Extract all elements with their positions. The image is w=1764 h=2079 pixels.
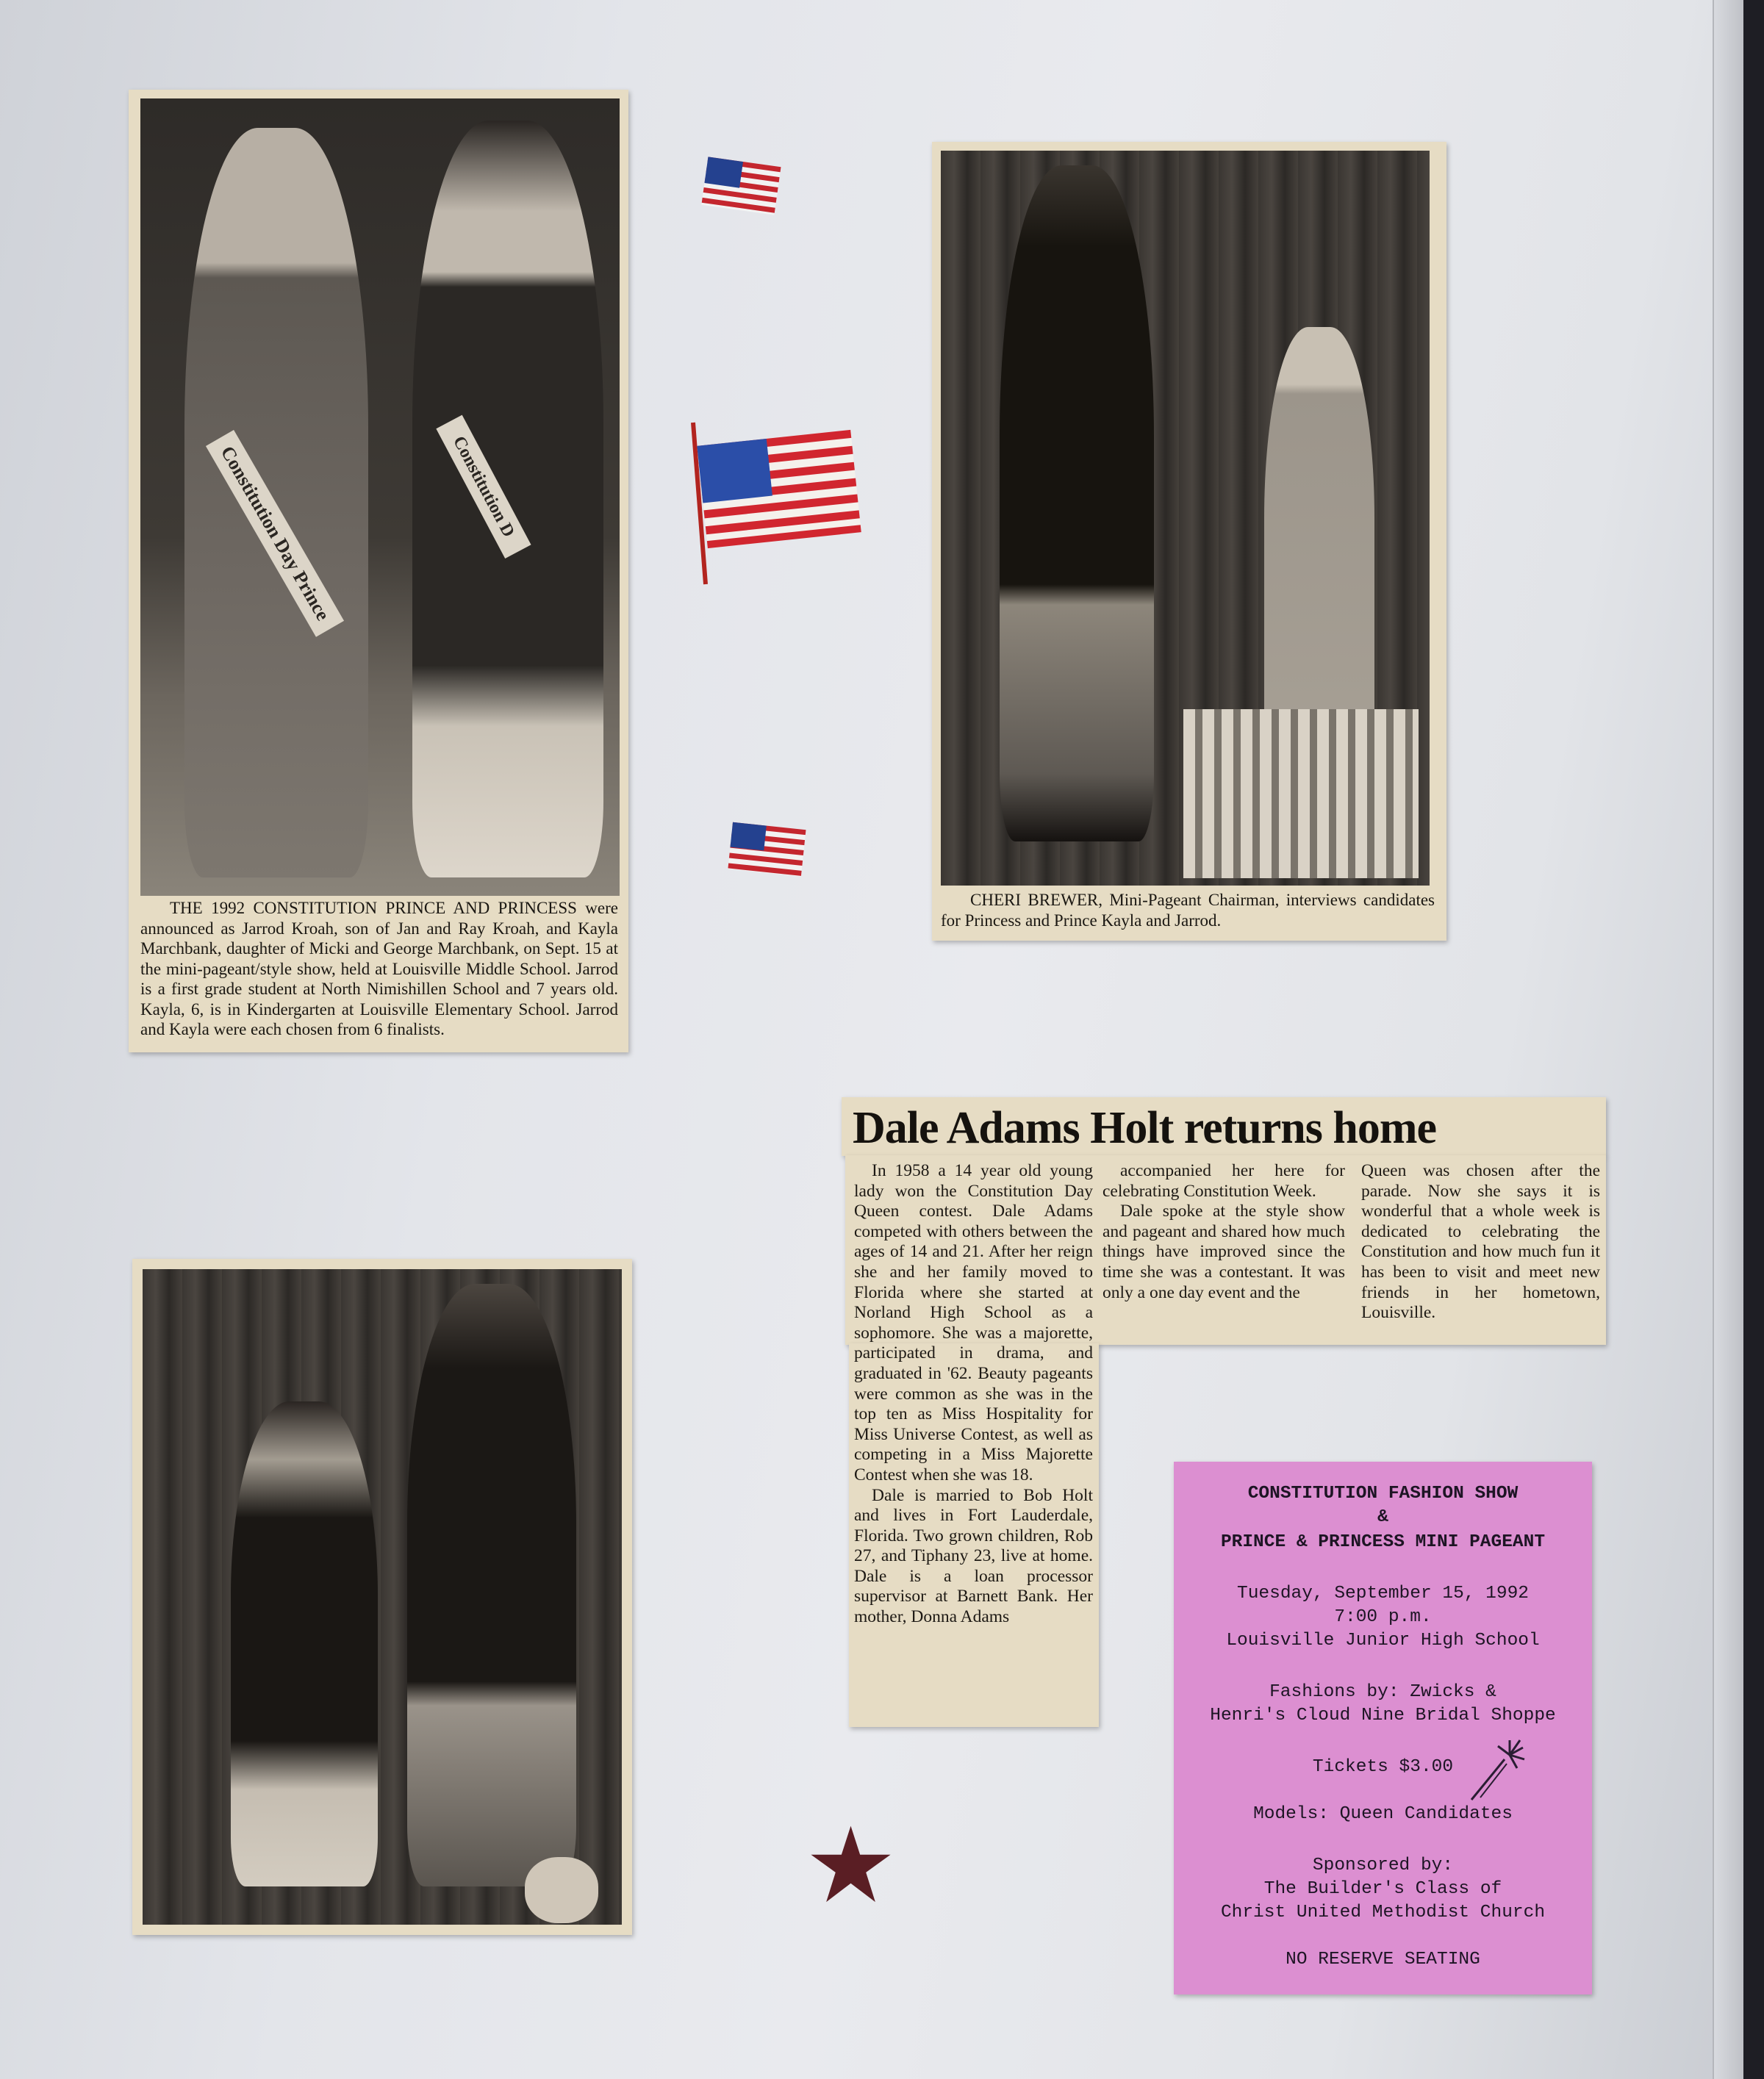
- ticket-sponsored-label: Sponsored by:: [1312, 1856, 1454, 1875]
- ticket-title-2: PRINCE & PRINCESS MINI PAGEANT: [1220, 1532, 1546, 1552]
- clipping-interview-photo: [132, 1259, 632, 1935]
- princess-sash: Constitution D: [436, 415, 531, 559]
- float-prop: [1183, 709, 1419, 878]
- small-flag-pin-icon: [724, 816, 812, 889]
- article-col2-para2: Dale spoke at the style show and pageant and shared how much things have improved since the time she was a contestant. It was only a one day event and the: [1102, 1202, 1345, 1302]
- star-sticker-icon: [808, 1823, 893, 1907]
- woman-figure: [1000, 165, 1154, 841]
- ticket-seating: NO RESERVE SEATING: [1286, 1950, 1480, 1970]
- article-column-2: [1102, 1161, 1345, 1303]
- event-ticket: [1174, 1462, 1592, 1994]
- large-flag-pin-icon: [680, 408, 867, 592]
- article-column-1: [854, 1161, 1093, 1628]
- ticket-fashions-1: Fashions by: Zwicks &: [1269, 1682, 1496, 1702]
- teddy-bear: [525, 1857, 598, 1923]
- article-col1-para2: Dale is married to Bob Holt and lives in Fort Lauderdale, Florida. Two grown children, Rob 27, and Tiphany 23, live at home. Dale is a loan processor supervisor at Barnett Bank. Her mother, Donna Adams: [854, 1485, 1093, 1627]
- ticket-sponsor-2: Christ United Methodist Church: [1220, 1903, 1546, 1922]
- ticket-venue: Louisville Junior High School: [1226, 1631, 1540, 1651]
- caption-cheri-brewer: CHERI BREWER, Mini-Pageant Chairman, interviews candidates for Princess and Prince Kayla and Jarrod.: [941, 891, 1435, 930]
- flag-pin-icon: [697, 151, 789, 229]
- photo-cheri-brewer: [941, 151, 1430, 886]
- ticket-models: Models: Queen Candidates: [1253, 1804, 1513, 1824]
- flower-doodle-icon: [1464, 1737, 1530, 1803]
- clipping-cheri-brewer: [932, 142, 1446, 941]
- prince-sash: Constitution Day Prince: [206, 430, 344, 637]
- ticket-sponsor-1: The Builder's Class of: [1263, 1879, 1502, 1899]
- ticket-date: Tuesday, September 15, 1992: [1237, 1584, 1529, 1604]
- boy-figure: [184, 128, 368, 877]
- article-col3-para1: Queen was chosen after the parade. Now she says it is wonderful that a whole week is dedicated to celebrating the Constitution and how much fun it has been to visit and meet new friends in her hometown, Louisville.: [1361, 1161, 1600, 1323]
- caption-prince-princess: THE 1992 CONSTITUTION PRINCE AND PRINCESS were announced as Jarrod Kroah, son of Jan and Ray Kroah, and Kayla Marchbank, daughter of Micki and George Marchbank, on Sept. 15 at the mini-pageant/style show, held at Louisville Middle School. Jarrod is a first grade student at North Nimishillen School and 7 years old. Kayla, 6, is in Kindergarten at Louisville Elementary School. Jarrod and Kayla were each chosen from 6 finalists.: [140, 899, 618, 1038]
- photo-girl-interview: [143, 1269, 622, 1925]
- photo-prince-princess: [140, 98, 620, 896]
- girl-figure-2: [231, 1401, 378, 1886]
- girl-figure: [412, 121, 603, 877]
- ticket-price: Tickets $3.00: [1312, 1757, 1454, 1777]
- article-column-3: [1361, 1161, 1600, 1324]
- ticket-time: 7:00 p.m.: [1334, 1607, 1432, 1627]
- article-col1-para1: In 1958 a 14 year old young lady won the Constitution Day Queen contest. Dale Adams competed with others between the ages of 14 and 21. After her reign she and her family moved to Florida where she started at Norland High School as a sophomore. She was a majorette, participated in drama, and graduated in '62. Beauty pageants were common as she was in the top ten as Miss Hospitality for Miss Universe Contest, as well as competing in a Miss Majorette Contest when she was 18.: [854, 1161, 1093, 1484]
- woman-figure-2: [407, 1284, 576, 1886]
- article-headline: Dale Adams Holt returns home: [853, 1103, 1437, 1153]
- ticket-fashions-2: Henri's Cloud Nine Bridal Shoppe: [1210, 1706, 1556, 1726]
- ticket-ampersand: &: [1377, 1507, 1388, 1527]
- article-col2-para1: accompanied her here for celebrating Constitution Week.: [1102, 1161, 1345, 1201]
- page-edge: [1713, 0, 1743, 2079]
- clipping-prince-princess: [129, 90, 628, 1052]
- ticket-title-1: CONSTITUTION FASHION SHOW: [1247, 1484, 1519, 1504]
